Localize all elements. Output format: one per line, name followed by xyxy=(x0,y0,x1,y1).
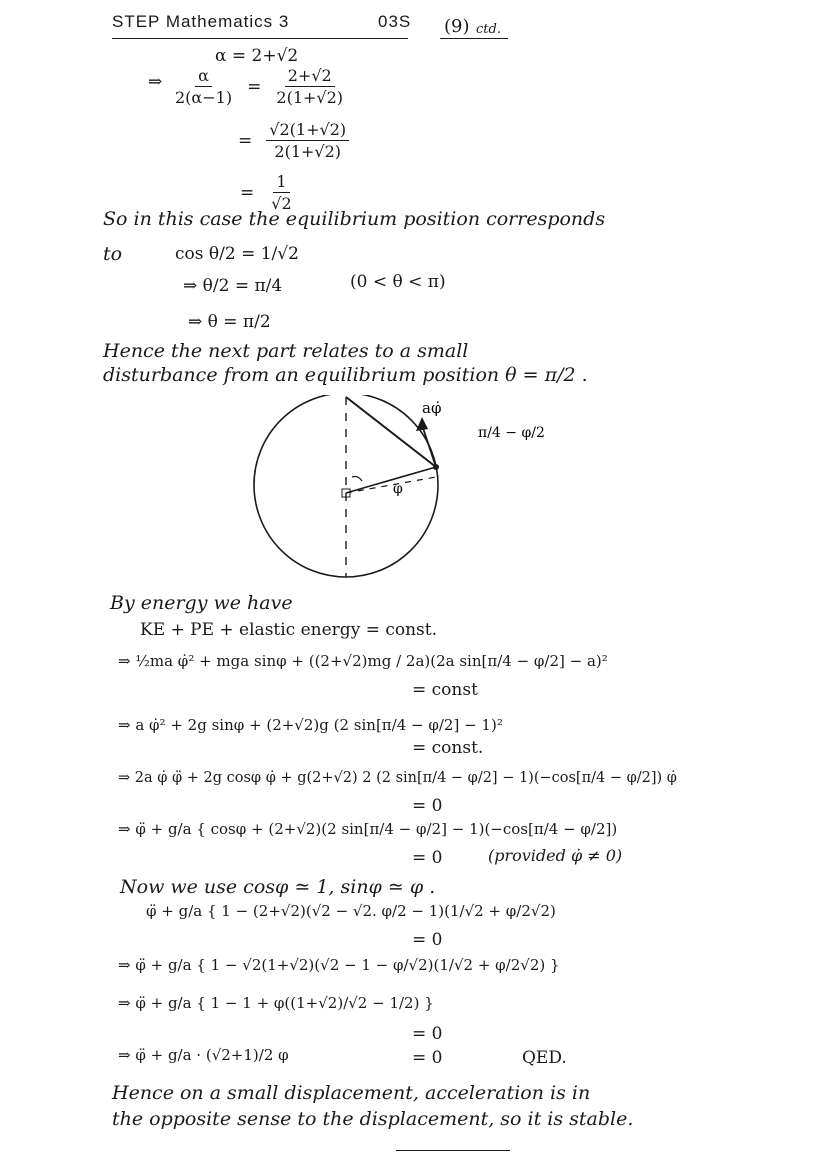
fraction-row-1: $\frac{\alpha}{2(\alpha-1)}$ = $\frac{2+√2}{2(1+√2)}$ xyxy=(172,66,346,107)
frac2-num: √2(1+√2) xyxy=(266,120,349,141)
hoop-circle xyxy=(254,395,438,577)
conclusion-line-2: the opposite sense to the displacement, so it is stable. xyxy=(112,1108,634,1130)
theta-half-line: ⇒ θ/2 = π/4 xyxy=(183,276,283,296)
fraction-3 xyxy=(268,172,294,213)
energy-line-5b: = 0 xyxy=(412,848,443,868)
energy-line-10b: = 0 xyxy=(412,1048,443,1068)
energy-line-4b: = 0 xyxy=(412,796,443,816)
text-to: to xyxy=(103,243,123,265)
angle-arc xyxy=(352,477,362,482)
fraction-row-2: = $\frac{√2(1+√2)}{2(1+√2)}$ xyxy=(238,120,349,161)
circle-diagram xyxy=(240,395,660,585)
energy-line-2: ⇒ ½ma φ̇² + mga sinφ + ((2+√2)mg / 2a)(2a sin[π/4 − φ/2] − a)² xyxy=(118,652,608,670)
energy-line-9: ⇒ φ̈ + g/a { 1 − 1 + φ((1+√2)/√2 − 1/2) } xyxy=(118,994,434,1012)
frac3-den: √2 xyxy=(271,194,292,213)
frac3-num: 1 xyxy=(273,172,289,193)
page-header-code: 03S xyxy=(378,12,412,31)
energy-line-10: ⇒ φ̈ + g/a · (√2+1)/2 φ xyxy=(118,1046,289,1064)
energy-line-7b: = 0 xyxy=(412,930,443,950)
lhs-fraction xyxy=(172,66,235,107)
qed-label: QED. xyxy=(522,1048,567,1068)
lhs-den: 2(α−1) xyxy=(175,88,233,107)
conclusion-line-1: Hence on a small displacement, acceleration is in xyxy=(112,1082,591,1104)
end-rule xyxy=(396,1150,510,1151)
alpha-equation: α = 2+√2 xyxy=(215,46,299,66)
arrow-head-icon xyxy=(416,417,428,431)
text-line-1: So in this case the equilibrium position corresponds xyxy=(103,208,606,230)
energy-line-2b: = const xyxy=(412,680,478,700)
question-number: (9) xyxy=(444,16,470,37)
text-line-3: Hence the next part relates to a small xyxy=(103,340,469,362)
page-header-title: STEP Mathematics 3 xyxy=(112,12,290,31)
energy-line-4: ⇒ 2a φ̇ φ̈ + 2g cosφ φ̇ + g(2+√2) 2 (2 sin[π/4 − φ/2] − 1)(−cos[π/4 − φ/2]) φ̇ xyxy=(118,770,677,786)
energy-line-8: ⇒ φ̈ + g/a { 1 − √2(1+√2)(√2 − 1 − φ/√2)(1/√2 + φ/2√2) } xyxy=(118,956,560,974)
label-phi: φ xyxy=(393,481,403,497)
lhs-num: α xyxy=(195,66,212,87)
text-line-4: disturbance from an equilibrium position θ = π/2 . xyxy=(103,364,588,386)
theta-line: ⇒ θ = π/2 xyxy=(188,312,271,332)
label-angle: π/4 − φ/2 xyxy=(478,425,545,441)
label-adot: aφ̇ xyxy=(422,399,442,417)
energy-line-7: φ̈ + g/a { 1 − (2+√2)(√2 − √2. φ/2 − 1)(1/√2 + φ/2√2) xyxy=(146,902,556,920)
energy-line-3: ⇒ a φ̇² + 2g sinφ + (2+√2)g (2 sin[π/4 − φ/2] − 1)² xyxy=(118,716,503,734)
rhs-num: 2+√2 xyxy=(285,66,335,87)
continued-label: ctd. xyxy=(476,22,501,37)
implies-1: ⇒ xyxy=(148,72,163,92)
energy-line-1: KE + PE + elastic energy = const. xyxy=(140,620,438,640)
energy-line-5: ⇒ φ̈ + g/a { cosφ + (2+√2)(2 sin[π/4 − φ/2] − 1)(−cos[π/4 − φ/2]) xyxy=(118,820,618,838)
energy-intro: By energy we have xyxy=(110,592,293,614)
qnum-underline xyxy=(440,38,508,39)
approx-note: Now we use cosφ ≃ 1, sinφ ≃ φ . xyxy=(120,876,436,898)
cos-line: cos θ/2 = 1/√2 xyxy=(175,244,299,264)
frac2-den: 2(1+√2) xyxy=(274,142,342,161)
theta-range: (0 < θ < π) xyxy=(350,272,446,292)
rhs-den: 2(1+√2) xyxy=(276,88,344,107)
fraction-row-3: = $\frac{1}{√2}$ xyxy=(240,172,295,213)
fraction-2 xyxy=(266,120,349,161)
header-rule xyxy=(112,38,408,39)
rhs-fraction xyxy=(273,66,346,107)
particle-dot xyxy=(433,464,439,470)
proviso-note: (provided φ̇ ≠ 0) xyxy=(488,846,623,865)
energy-line-9b: = 0 xyxy=(412,1024,443,1044)
energy-line-3b: = const. xyxy=(412,738,484,758)
